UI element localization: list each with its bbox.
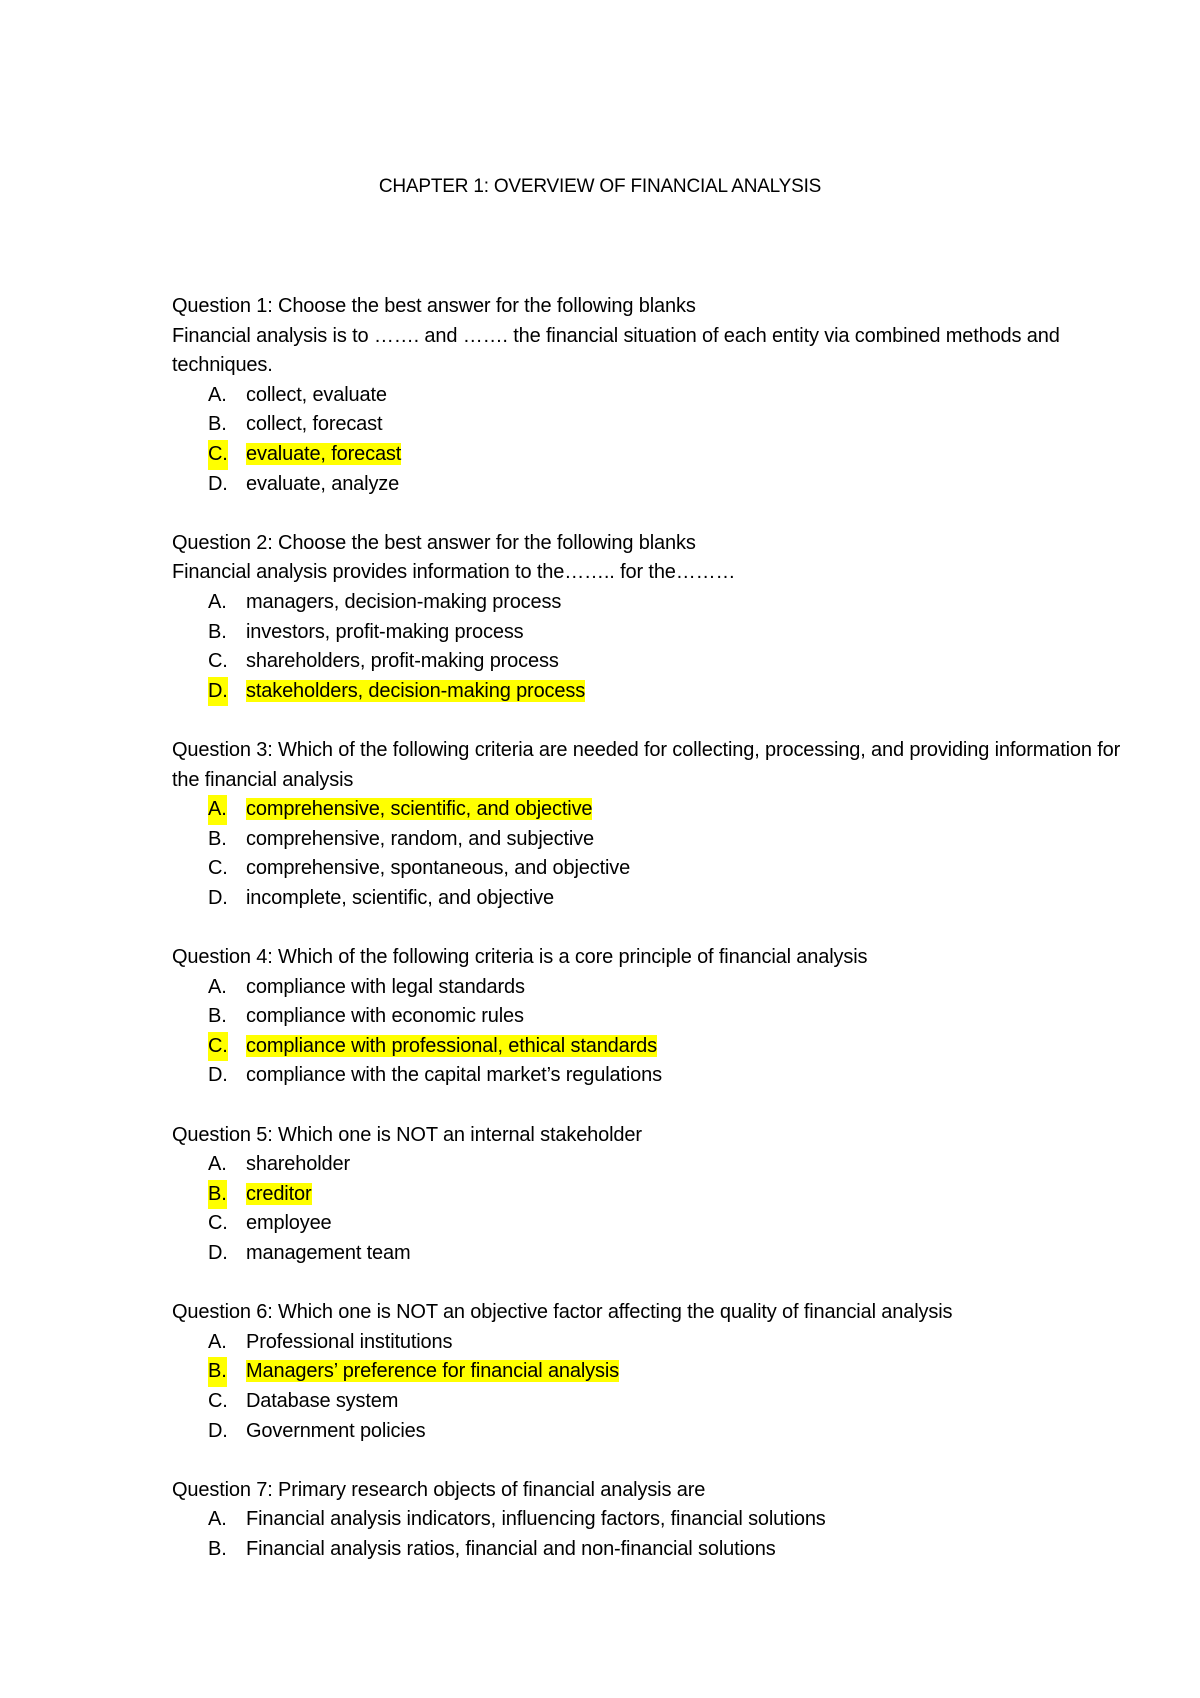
question-prompt: Financial analysis is to ……. and ……. the financial situation of each entity via combined methods and techniques. — [172, 324, 1060, 377]
question-heading: Question 7: Primary research objects of financial analysis are — [172, 1478, 706, 1501]
answer-option — [172, 1032, 1132, 1062]
answer-option — [172, 381, 1132, 411]
question-block — [172, 943, 1132, 1091]
answer-option — [172, 647, 1132, 677]
option-text: collect, forecast — [246, 413, 383, 436]
option-letter: C. — [208, 857, 228, 880]
option-letter: B. — [208, 1357, 227, 1387]
highlighted-answer-text: stakeholders, decision-making process — [246, 679, 586, 702]
answer-option — [172, 410, 1132, 440]
option-letter: A. — [208, 383, 227, 406]
option-text: investors, profit-making process — [246, 620, 524, 643]
option-text: shareholder — [246, 1153, 350, 1176]
option-text: Government policies — [246, 1419, 426, 1442]
page-title: CHAPTER 1: OVERVIEW OF FINANCIAL ANALYSIS — [378, 176, 822, 197]
option-text: incomplete, scientific, and objective — [246, 886, 554, 909]
answer-options — [172, 588, 1132, 706]
question-block — [172, 1298, 1132, 1446]
option-letter: D. — [208, 1242, 228, 1264]
option-text: compliance with the capital market’s regulations — [246, 1064, 662, 1087]
option-letter: D. — [208, 1419, 228, 1442]
option-letter: C. — [208, 1032, 228, 1062]
answer-option — [172, 618, 1132, 648]
highlighted-answer-text: creditor — [246, 1182, 312, 1205]
option-letter: A. — [208, 1330, 227, 1353]
option-text: evaluate, analyze — [246, 472, 400, 495]
answer-option — [172, 1535, 1132, 1565]
option-text: comprehensive, spontaneous, and objective — [246, 857, 631, 880]
option-letter: D. — [208, 677, 228, 707]
option-text: shareholders, profit-making process — [246, 650, 559, 673]
answer-options — [172, 381, 1132, 499]
answer-options — [172, 795, 1132, 913]
question-heading: Question 5: Which one is NOT an internal stakeholder — [172, 1123, 642, 1146]
option-text: managers, decision-making process — [246, 590, 562, 613]
option-letter: A. — [208, 795, 227, 825]
option-text: management team — [246, 1242, 411, 1264]
question-block — [172, 1121, 1132, 1269]
highlighted-answer-text: evaluate, forecast — [246, 442, 402, 465]
answer-option — [172, 470, 1132, 500]
option-letter: A. — [208, 975, 227, 998]
option-letter: B. — [208, 827, 227, 850]
question-block — [172, 529, 1132, 707]
question-block — [172, 292, 1132, 499]
answer-options — [172, 1150, 1132, 1268]
option-letter: B. — [208, 1537, 227, 1560]
option-text: comprehensive, random, and subjective — [246, 827, 594, 850]
answer-option — [172, 1417, 1132, 1447]
option-text: collect, evaluate — [246, 383, 387, 406]
option-text: Financial analysis ratios, financial and non-financial solutions — [246, 1537, 776, 1560]
option-letter: C. — [208, 650, 228, 673]
answer-option — [172, 440, 1132, 470]
answer-option — [172, 884, 1132, 914]
question-heading: Question 4: Which of the following criteria is a core principle of financial analysis — [172, 946, 868, 969]
answer-option — [172, 1150, 1132, 1180]
answer-option — [172, 825, 1132, 855]
answer-option — [172, 1002, 1132, 1032]
answer-options — [172, 973, 1132, 1091]
option-text: employee — [246, 1212, 332, 1235]
option-letter: A. — [208, 590, 227, 613]
answer-option — [172, 795, 1132, 825]
answer-option — [172, 973, 1132, 1003]
option-letter: B. — [208, 413, 227, 436]
option-letter: D. — [208, 1064, 228, 1087]
question-heading: Question 1: Choose the best answer for the following blanks — [172, 295, 696, 317]
option-letter: D. — [208, 886, 228, 909]
question-prompt: Financial analysis provides information to the…….. for the……… — [172, 561, 736, 584]
answer-option — [172, 588, 1132, 618]
option-letter: A. — [208, 1508, 227, 1531]
answer-option — [172, 1209, 1132, 1239]
answer-option — [172, 1328, 1132, 1358]
question-block — [172, 736, 1132, 914]
answer-option — [172, 1505, 1132, 1535]
highlighted-answer-text: compliance with professional, ethical standards — [246, 1034, 657, 1057]
option-text: Professional institutions — [246, 1330, 453, 1353]
option-letter: B. — [208, 620, 227, 643]
option-letter: A. — [208, 1153, 227, 1176]
answer-option — [172, 1061, 1132, 1091]
option-letter: C. — [208, 1212, 228, 1235]
answer-option — [172, 1357, 1132, 1387]
answer-option — [172, 1239, 1132, 1269]
option-letter: C. — [208, 1389, 228, 1412]
answer-option — [172, 1387, 1132, 1417]
option-text: Database system — [246, 1389, 399, 1412]
option-text: compliance with economic rules — [246, 1005, 524, 1028]
answer-option — [172, 1180, 1132, 1210]
question-block — [172, 1476, 1132, 1565]
option-text: compliance with legal standards — [246, 975, 525, 998]
option-letter: C. — [208, 440, 228, 470]
option-text: Financial analysis indicators, influencing factors, financial solutions — [246, 1508, 826, 1531]
question-heading: Question 2: Choose the best answer for the following blanks — [172, 531, 696, 554]
answer-option — [172, 854, 1132, 884]
question-heading: Question 3: Which of the following criteria are needed for collecting, processing, and providing information for the financial analysis — [172, 738, 1121, 791]
option-letter: D. — [208, 472, 228, 495]
option-letter: B. — [208, 1005, 227, 1028]
question-list — [172, 292, 1132, 1594]
highlighted-answer-text: Managers’ preference for financial analysis — [246, 1360, 620, 1383]
option-letter: B. — [208, 1180, 227, 1210]
answer-options — [172, 1328, 1132, 1446]
answer-option — [172, 677, 1132, 707]
question-heading: Question 6: Which one is NOT an objective factor affecting the quality of financial analysis — [172, 1301, 953, 1324]
answer-options — [172, 1505, 1132, 1564]
highlighted-answer-text: comprehensive, scientific, and objective — [246, 798, 593, 821]
